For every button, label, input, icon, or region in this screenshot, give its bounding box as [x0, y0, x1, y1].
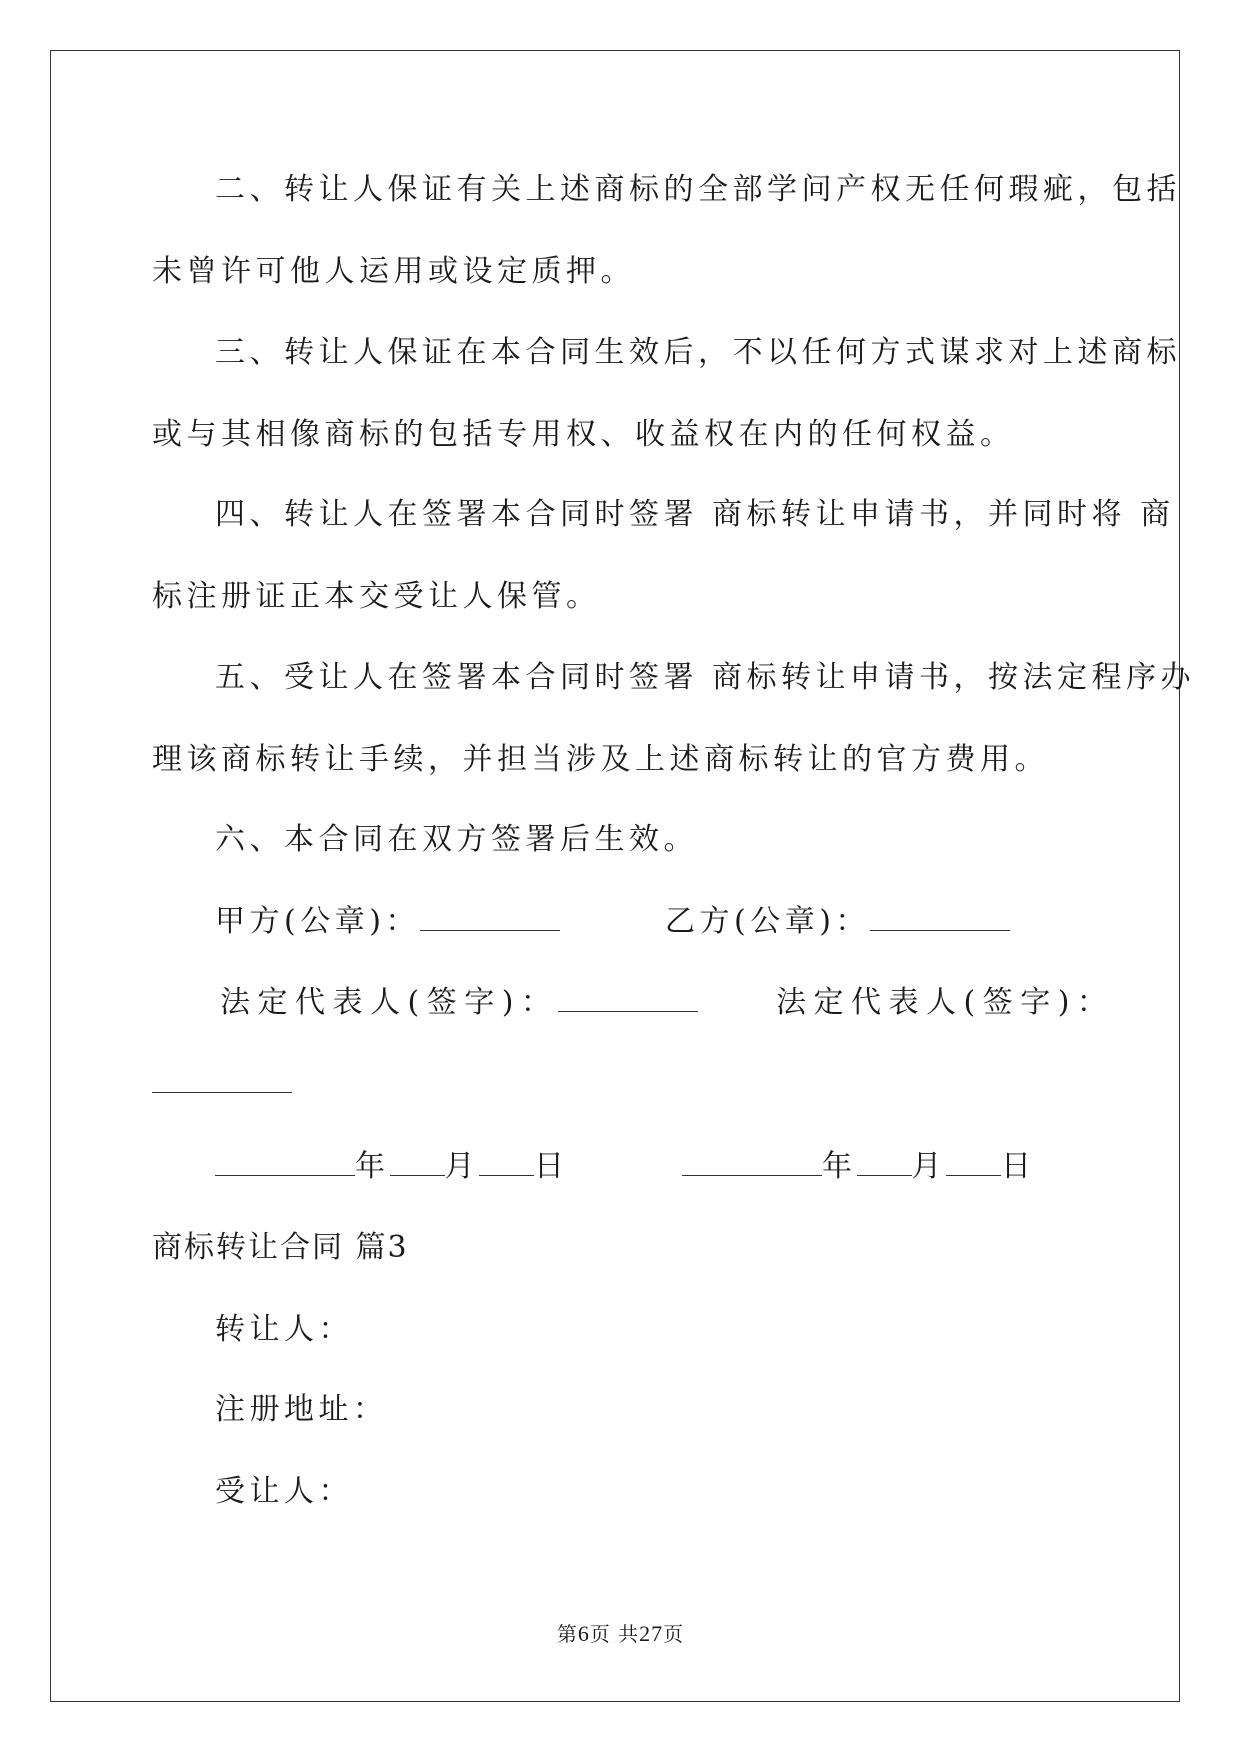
clause-three-line-1: 三、转让人保证在本合同生效后，不以任何方式谋求对上述商标 [215, 335, 1181, 370]
date-row-party-a [215, 1147, 569, 1187]
date-a-year-blank[interactable] [215, 1147, 355, 1176]
party-b-seal-label: 乙方(公章)： [665, 904, 870, 939]
date-b-day-blank[interactable] [946, 1147, 1001, 1176]
rep-b-signature-label: 法定代表人(签字)： [776, 985, 1115, 1020]
section-title: 商标转让合同 篇3 [152, 1230, 409, 1265]
party-b-seal-blank[interactable] [870, 902, 1010, 931]
date-b-month-label: 月 [911, 1149, 946, 1184]
rep-b-signature-blank[interactable] [152, 1092, 292, 1093]
clause-five-line-1: 五、受让人在签署本合同时签署 商标转让申请书，按法定程序办 [215, 660, 1196, 695]
party-a-seal-row [215, 902, 560, 942]
footer-page-prefix: 第 [556, 1622, 578, 1646]
rep-a-signature-label: 法定代表人(签字)： [220, 985, 559, 1020]
clause-six-line-1: 六、本合同在双方签署后生效。 [215, 822, 698, 857]
date-row-party-b [682, 1147, 1036, 1187]
rep-a-signature-row [220, 983, 698, 1023]
page-border [50, 50, 1180, 1702]
date-a-day-label: 日 [534, 1149, 569, 1184]
clause-two-line-1: 二、转让人保证有关上述商标的全部学问产权无任何瑕疵，包括 [215, 172, 1181, 207]
clause-four-line-2: 标注册证正本交受让人保管。 [152, 579, 601, 614]
date-b-month-blank[interactable] [857, 1147, 912, 1176]
transferor-label: 转让人： [215, 1312, 353, 1347]
footer-page-suffix: 页 [663, 1622, 685, 1646]
date-a-year-label: 年 [355, 1149, 390, 1184]
page-number-footer [0, 1620, 1241, 1648]
party-b-seal-row [665, 902, 1010, 942]
footer-page-total: 27 [639, 1621, 664, 1646]
rep-a-signature-blank[interactable] [558, 983, 698, 1012]
party-a-seal-label: 甲方(公章)： [215, 904, 420, 939]
date-a-month-label: 月 [444, 1149, 479, 1184]
date-b-day-label: 日 [1001, 1149, 1036, 1184]
registered-address-label: 注册地址： [215, 1392, 388, 1427]
transferee-label: 受让人： [215, 1474, 353, 1509]
party-a-seal-blank[interactable] [420, 902, 560, 931]
date-a-day-blank[interactable] [479, 1147, 534, 1176]
footer-page-mid: 页 共 [589, 1622, 640, 1646]
clause-five-line-2: 理该商标转让手续，并担当涉及上述商标转让的官方费用。 [152, 742, 1049, 777]
clause-three-line-2: 或与其相像商标的包括专用权、收益权在内的任何权益。 [152, 417, 1015, 452]
clause-two-line-2: 未曾许可他人运用或设定质押。 [152, 254, 635, 289]
clause-four-line-1: 四、转让人在签署本合同时签署 商标转让申请书，并同时将 商 [215, 497, 1175, 532]
date-a-month-blank[interactable] [390, 1147, 445, 1176]
date-b-year-blank[interactable] [682, 1147, 822, 1176]
date-b-year-label: 年 [822, 1149, 857, 1184]
footer-page-current: 6 [577, 1621, 590, 1646]
